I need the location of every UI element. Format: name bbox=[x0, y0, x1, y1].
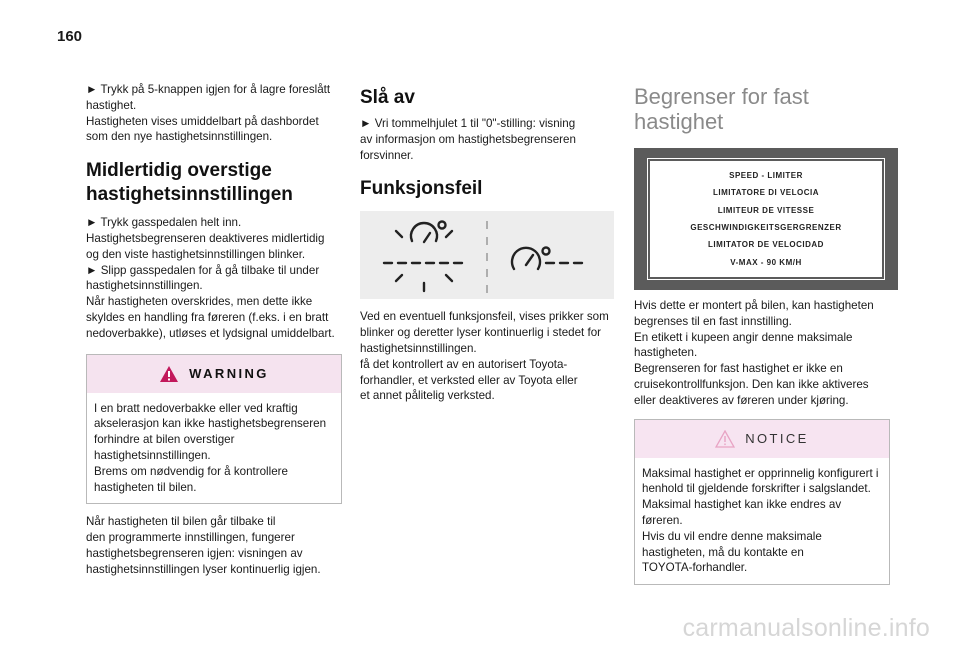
text-line: som den nye hastighetsinnstillingen. bbox=[86, 130, 273, 144]
column-1 bbox=[86, 82, 342, 578]
text-line: I en bratt nedoverbakke eller ved kraftig bbox=[94, 401, 298, 415]
text-line: og den viste hastighetsinnstillingen blinker. bbox=[86, 247, 306, 261]
label-line: GESCHWINDIGKEITSGERGRENZER bbox=[690, 223, 842, 233]
notice-header bbox=[635, 420, 889, 458]
text-line: Hvis dette er montert på bilen, kan hastigheten bbox=[634, 299, 874, 312]
text-line: cruisekontrollfunksjon. Den kan ikke aktiveres bbox=[634, 377, 869, 391]
warning-header bbox=[87, 355, 341, 393]
text-line: hastighetsbegrenseren igjen: visningen av bbox=[86, 546, 303, 560]
off-text bbox=[360, 116, 614, 163]
warning-title: WARNING bbox=[189, 366, 269, 382]
text-line: blinker og deretter lyser kontinuerlig i stedet for bbox=[360, 326, 602, 340]
label-line: LIMITATORE DI VELOCIA bbox=[712, 188, 820, 198]
heading-slaa-av: Slå av bbox=[360, 87, 415, 108]
text-line: skyldes en handling fra føreren (f.eks. i en bratt bbox=[86, 310, 329, 324]
text-line: et annet pålitelig verksted. bbox=[360, 389, 495, 403]
text-line: Ved en eventuell funksjonsfeil, vises prikker som bbox=[360, 310, 609, 324]
text-line: Når hastigheten til bilen går tilbake til bbox=[86, 515, 276, 529]
intro-text bbox=[86, 82, 342, 145]
text-line: ► Slipp gasspedalen for å gå tilbake til under bbox=[86, 263, 320, 277]
resume-text bbox=[86, 514, 342, 577]
text-line: forsvinner. bbox=[360, 148, 414, 162]
heading-funksjonsfeil: Funksjonsfeil bbox=[360, 178, 483, 200]
text-line: Brems om nødvendig for å kontrollere bbox=[94, 464, 288, 478]
text-line: akselerasjon kan ikke hastighetsbegrenseren bbox=[94, 417, 327, 431]
label-line: LIMITEUR DE VITESSE bbox=[717, 205, 815, 215]
column-3 bbox=[634, 84, 890, 585]
notice-triangle-icon bbox=[715, 430, 735, 448]
override-text bbox=[86, 215, 342, 341]
notice-box bbox=[634, 419, 890, 586]
text-line: den programmerte innstillingen, fungerer bbox=[86, 531, 295, 545]
heading-line: Midlertidig overstige bbox=[86, 160, 272, 182]
text-line: henhold til gjeldende forskrifter i salgslandet. bbox=[642, 482, 871, 496]
text-line: begrenses til en fast innstilling. bbox=[634, 314, 792, 328]
text-line: hastighet. bbox=[86, 98, 137, 112]
page-number: 160 bbox=[57, 28, 83, 45]
text-line: Hastigheten vises umiddelbart på dashbordet bbox=[86, 114, 319, 128]
column-2 bbox=[360, 86, 614, 404]
text-line: hastigheten til bilen. bbox=[94, 480, 197, 494]
text-line: hastighetsinnstillingen. bbox=[86, 279, 203, 293]
text-line: ► Vri tommelhjulet 1 til "0"-stilling: visning bbox=[360, 117, 576, 130]
fixed-limiter-text bbox=[634, 298, 890, 409]
text-line: føreren. bbox=[642, 513, 683, 527]
text-line: hastigheten. bbox=[634, 346, 698, 360]
text-line: hastigheten, må du kontakte en bbox=[642, 545, 804, 559]
watermark-text: carmanualsonline.info bbox=[682, 614, 930, 642]
text-line: få det kontrollert av en autorisert Toyota- bbox=[360, 357, 568, 371]
heading-line: Begrenser for fast bbox=[634, 84, 809, 109]
warning-box bbox=[86, 354, 342, 505]
text-line: av informasjon om hastighetsbegrenseren bbox=[360, 132, 576, 146]
warning-triangle-icon bbox=[159, 365, 179, 383]
notice-title: NOTICE bbox=[745, 431, 809, 447]
text-line: hastighetsinnstillingen. bbox=[94, 448, 211, 462]
warning-body bbox=[87, 393, 341, 504]
text-line: Når hastigheten overskrides, men dette ikke bbox=[86, 295, 313, 309]
text-line: TOYOTA-forhandler. bbox=[642, 561, 748, 575]
text-line: ► Trykk på 5-knappen igjen for å lagre foreslått bbox=[86, 83, 331, 96]
speed-limiter-label-illustration bbox=[634, 148, 898, 290]
label-line: LIMITATOR DE VELOCIDAD bbox=[708, 240, 824, 250]
text-line: Hvis du vil endre denne maksimale bbox=[642, 529, 822, 543]
text-line: hastighetsinnstillingen. bbox=[360, 341, 477, 355]
fault-display-illustration bbox=[360, 211, 614, 299]
text-line: hastighetsinnstillingen lyser kontinuerlig igjen. bbox=[86, 562, 321, 576]
text-line: Maksimal hastighet er opprinnelig konfigurert i bbox=[642, 466, 879, 480]
section-heading-override bbox=[86, 159, 342, 207]
text-line: Begrenseren for fast hastighet er ikke en bbox=[634, 362, 843, 376]
fault-text bbox=[360, 309, 614, 404]
speed-limiter-label bbox=[648, 159, 884, 279]
label-line: V-MAX - 90 KM/H bbox=[730, 257, 802, 267]
text-line: En etikett i kupeen angir denne maksimale bbox=[634, 330, 853, 344]
label-line: SPEED - LIMITER bbox=[729, 171, 803, 181]
speedometer-icon bbox=[360, 211, 614, 299]
heading-line: hastighet bbox=[634, 109, 724, 134]
text-line: ► Trykk gasspedalen helt inn. bbox=[86, 216, 242, 230]
notice-body bbox=[635, 458, 889, 585]
heading-line: hastighetsinnstillingen bbox=[86, 184, 293, 206]
text-line: nedoverbakke), utløses et lydsignal umiddelbart. bbox=[86, 326, 335, 340]
text-line: forhandler, et verksted eller av Toyota eller bbox=[360, 373, 578, 387]
text-line: forhindre at bilen overstiger bbox=[94, 433, 235, 447]
text-line: Hastighetsbegrenseren deaktiveres midlertidig bbox=[86, 231, 325, 245]
text-line: eller deaktiveres av føreren under kjøring. bbox=[634, 393, 849, 407]
text-line: Maksimal hastighet kan ikke endres av bbox=[642, 498, 842, 512]
